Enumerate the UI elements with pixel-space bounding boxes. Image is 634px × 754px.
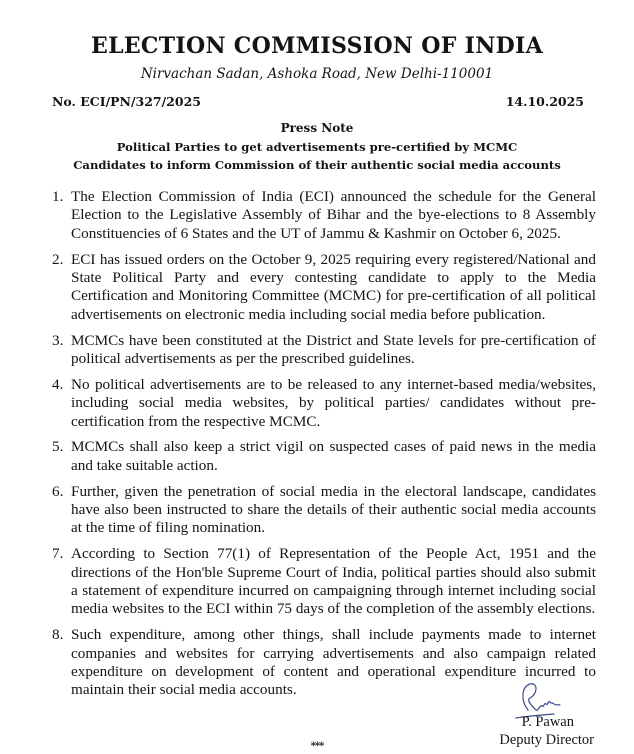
- list-item: [52, 438, 596, 475]
- reference-number: No. ECI/PN/327/2025: [52, 94, 201, 109]
- signatory-name: P. Pawan: [521, 714, 574, 730]
- point-number: 4.: [52, 375, 64, 393]
- signatory-designation: Deputy Director: [499, 732, 594, 748]
- point-text: ECI has issued orders on the October 9, 2025 requiring every registered/National and State Political Party and every contesting candidate to apply to the Media Certification and Monitoring Committee (MCMC) for pre-certification of all political advertisements on electronic media including social media before publication.: [71, 250, 596, 323]
- organization-title: ELECTION COMMISSION OF INDIA: [91, 33, 543, 59]
- organization-address: Nirvachan Sadan, Ashoka Road, New Delhi-110001: [140, 66, 494, 82]
- point-number: 2.: [52, 250, 64, 268]
- point-text: MCMCs have been constituted at the District and State levels for pre-certification of political advertisements as per the prescribed guidelines.: [71, 331, 596, 368]
- point-text: The Election Commission of India (ECI) announced the schedule for the General Election to the Legislative Assembly of Bihar and the bye-elections to 8 Assembly Constituencies of 6 States and the UT of Jammu & Kashmir on October 6, 2025.: [71, 188, 596, 242]
- point-number: 1.: [52, 188, 64, 205]
- point-number: 7.: [52, 545, 64, 563]
- list-item: [52, 332, 596, 369]
- press-note-label: Press Note: [280, 121, 354, 135]
- point-number: 5.: [52, 438, 64, 456]
- list-item: [52, 545, 596, 619]
- point-text: MCMCs shall also keep a strict vigil on suspected cases of paid news in the media and take suitable action.: [71, 438, 596, 474]
- point-number: 6.: [52, 482, 64, 500]
- list-item: [52, 483, 596, 538]
- list-item: [52, 376, 596, 431]
- points-list: [52, 188, 596, 707]
- end-mark: ***: [310, 741, 324, 752]
- point-text: Such expenditure, among other things, shall include payments made to internet companies and websites for carrying advertisements and also campaign related expenditure on development of content and operational expenditure incurred to maintain their social media accounts.: [71, 626, 596, 699]
- point-text: Further, given the penetration of social media in the electoral landscape, candidates have also been instructed to share the details of their authentic social media accounts at the time of filing nomination.: [71, 482, 596, 537]
- list-item: [52, 188, 596, 243]
- point-number: 8.: [52, 626, 64, 644]
- press-note-heading-1: Political Parties to get advertisements pre-certified by MCMC: [116, 140, 518, 154]
- press-note-heading-2: Candidates to inform Commission of their authentic social media accounts: [73, 158, 561, 172]
- list-item: [52, 251, 596, 325]
- point-text: No political advertisements are to be released to any internet-based media/websites, including social media websites, by political parties/ candidates without pre-certification from the respective MCMC.: [71, 375, 596, 430]
- document-date: 14.10.2025: [505, 94, 584, 109]
- point-text: According to Section 77(1) of Representation of the People Act, 1951 and the directions of the Hon'ble Supreme Court of India, political parties should also submit a statement of expenditure incurred on campaigning through internet including social media websites to the ECI within 75 days of the completion of the assembly elections.: [71, 545, 596, 618]
- point-number: 3.: [52, 331, 64, 349]
